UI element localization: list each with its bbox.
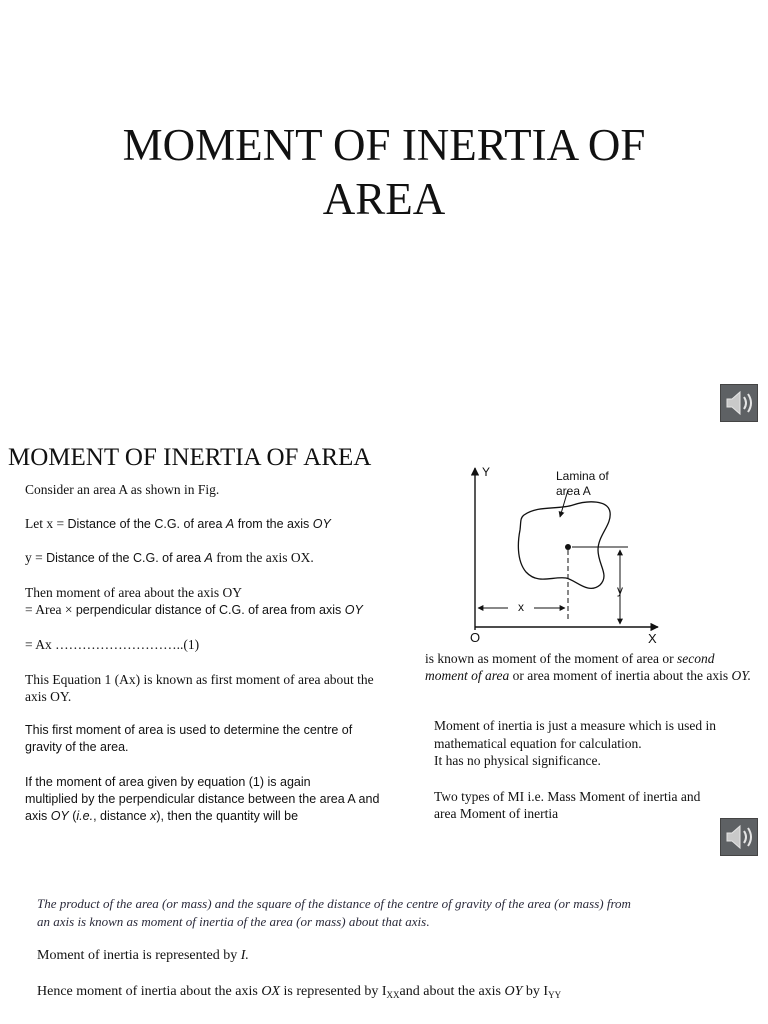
- text-line: gravity of the area.: [25, 740, 129, 754]
- text-line: Moment of inertia is just a measure which is used in: [434, 718, 716, 733]
- origin-label: O: [470, 630, 481, 645]
- text-fragment: y =: [25, 550, 47, 565]
- speaker-icon[interactable]: [720, 384, 758, 422]
- subscript: YY: [548, 990, 562, 1000]
- text-fragment: is known as moment of the moment of area or: [425, 651, 677, 666]
- text-fragment: Let x =: [25, 516, 68, 531]
- text-line: multiplied by the perpendicular distance between the area A and: [25, 792, 380, 806]
- text-line: If the moment of area given by equation (1) is again: [25, 775, 311, 789]
- text-fragment: by I: [522, 984, 549, 999]
- text-fragment: OY: [504, 984, 523, 999]
- text-line: [25, 601, 363, 619]
- text-fragment: OY: [344, 603, 363, 617]
- centroid-dot: [565, 544, 571, 550]
- text-fragment: OY: [50, 809, 69, 823]
- page-title: [0, 118, 768, 226]
- text-line: [25, 515, 331, 533]
- text-line: area Moment of inertia: [434, 806, 559, 821]
- text-fragment: I.: [240, 948, 249, 963]
- text-fragment: , distance: [93, 809, 151, 823]
- text-fragment: is represented by I: [280, 984, 387, 999]
- x-dimension-label: x: [518, 600, 524, 614]
- text-line: axis OY.: [25, 689, 72, 704]
- text-fragment: from the axis OX.: [212, 550, 314, 565]
- text-fragment: OY: [312, 517, 331, 531]
- text-fragment: perpendicular distance of C.G. of area from axis: [75, 603, 345, 617]
- text-fragment: an axis is known as moment of inertia of the area (or mass) about that axis: [37, 914, 427, 929]
- text-fragment: Moment of inertia is represented by: [37, 948, 241, 963]
- text-fragment: = Area ×: [25, 602, 76, 617]
- text-fragment: A: [225, 517, 235, 531]
- definition-line: The product of the area (or mass) and the square of the distance of the centre of gravity of the area (or mass) from: [37, 896, 631, 911]
- text-line: [37, 947, 249, 965]
- text-fragment: axis: [25, 809, 51, 823]
- text-fragment: x: [150, 809, 157, 823]
- text-fragment: Hence moment of inertia about the axis: [37, 984, 262, 999]
- lamina-label-line-1: Lamina of: [556, 469, 609, 483]
- text-fragment: ), then the quantity will be: [156, 809, 299, 823]
- lamina-label-line-2: area A: [556, 484, 591, 498]
- text-line: Consider an area A as shown in Fig.: [25, 482, 220, 497]
- text-fragment: and about the axis: [399, 984, 505, 999]
- text-line: mathematical equation for calculation.: [434, 736, 642, 751]
- text-line: Then moment of area about the axis OY: [25, 585, 243, 600]
- text-line: Two types of MI i.e. Mass Moment of inertia and: [434, 789, 701, 804]
- text-line: This first moment of area is used to determine the centre of: [25, 723, 353, 737]
- text-fragment: .: [426, 914, 430, 929]
- text-line: It has no physical significance.: [434, 753, 601, 768]
- x-axis-label: X: [648, 631, 657, 646]
- text-fragment: OY.: [731, 668, 751, 683]
- definition-line: [37, 913, 429, 931]
- text-line: This Equation 1 (Ax) is known as first moment of area about the: [25, 672, 374, 687]
- text-line: [37, 983, 561, 1004]
- equation-line: = Ax ………………………..(1): [25, 637, 200, 652]
- text-fragment: (: [68, 809, 77, 823]
- speaker-icon-graphic: [721, 819, 757, 855]
- text-fragment: from the axis: [234, 517, 313, 531]
- text-fragment: OX: [261, 984, 280, 999]
- lamina-shape: [518, 502, 610, 589]
- section-heading: MOMENT OF INERTIA OF AREA: [8, 444, 372, 471]
- speaker-icon[interactable]: [720, 818, 758, 856]
- text-fragment: or area moment of inertia about the axis: [509, 668, 732, 683]
- text-line: [25, 808, 298, 825]
- y-dimension-label: y: [617, 583, 623, 597]
- title-line-1: MOMENT OF INERTIA OF: [122, 120, 646, 170]
- text-fragment: i.e.: [76, 809, 94, 823]
- subscript: XX: [386, 990, 400, 1000]
- text-fragment: A: [204, 551, 213, 565]
- text-fragment: second moment of area: [425, 651, 715, 683]
- text-line: [25, 549, 314, 567]
- text-fragment: Distance of the C.G. of area: [67, 517, 226, 531]
- speaker-icon-graphic: [721, 385, 757, 421]
- title-line-2: AREA: [322, 174, 446, 224]
- lamina-diagram: [458, 460, 668, 650]
- y-axis-label: Y: [482, 465, 491, 479]
- definition-paragraph: [425, 650, 755, 684]
- text-fragment: Distance of the C.G. of area: [46, 551, 205, 565]
